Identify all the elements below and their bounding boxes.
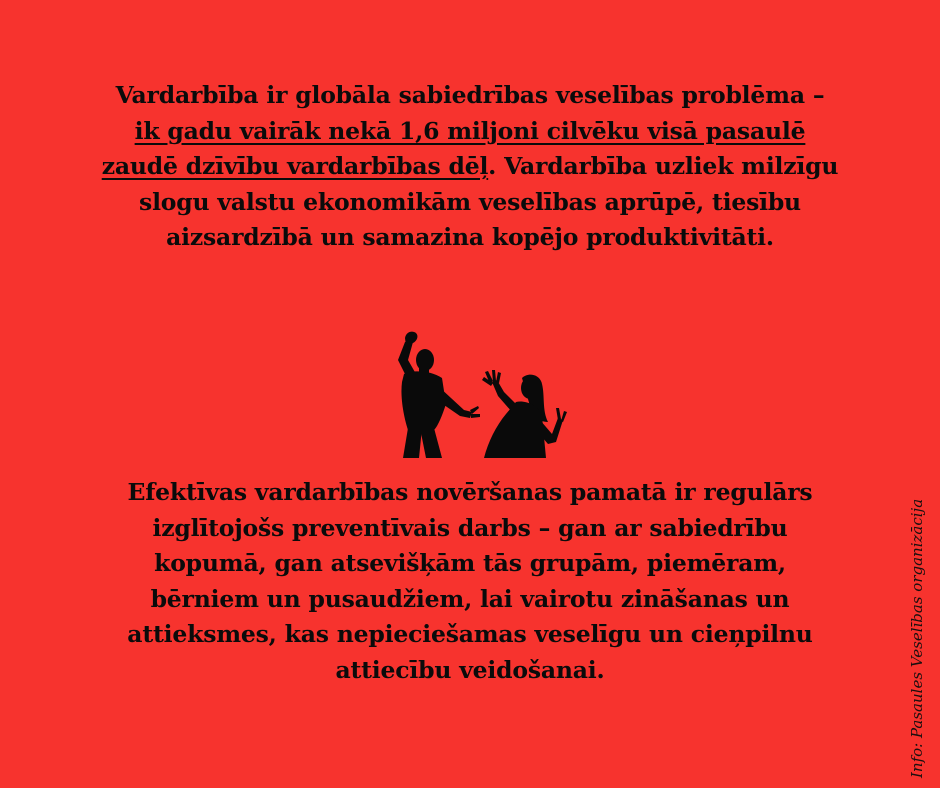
violence-silhouette-icon	[372, 326, 568, 458]
intro-paragraph	[100, 78, 840, 256]
intro-text-end: . Vardarbība uzliek milzīgu slogu valstu ekonomikām veselības aprūpē, tiesību aizsardzībā un samazina kopējo produktivitāti.	[139, 152, 839, 251]
source-credit: Info: Pasaules Veselības organizācija	[908, 498, 926, 778]
intro-text-start: Vardarbība ir globāla sabiedrības veselības problēma –	[115, 81, 825, 109]
prevention-paragraph: Efektīvas vardarbības novēršanas pamatā ir regulārs izglītojošs preventīvais darbs – gan ar sabiedrību kopumā, gan atsevišķām tās grupām, piemēram, bērniem un pusaudžiem, lai vairotu zināšanas un attieksmes, kas nepieciešamas veselīgu un cieņpilnu attiecību veidošanai.	[127, 478, 813, 684]
intro-underlined-statistic: ik gadu vairāk nekā 1,6 miljoni cilvēku visā pasaulē zaudē dzīvību vardarbības dēļ	[101, 116, 806, 180]
